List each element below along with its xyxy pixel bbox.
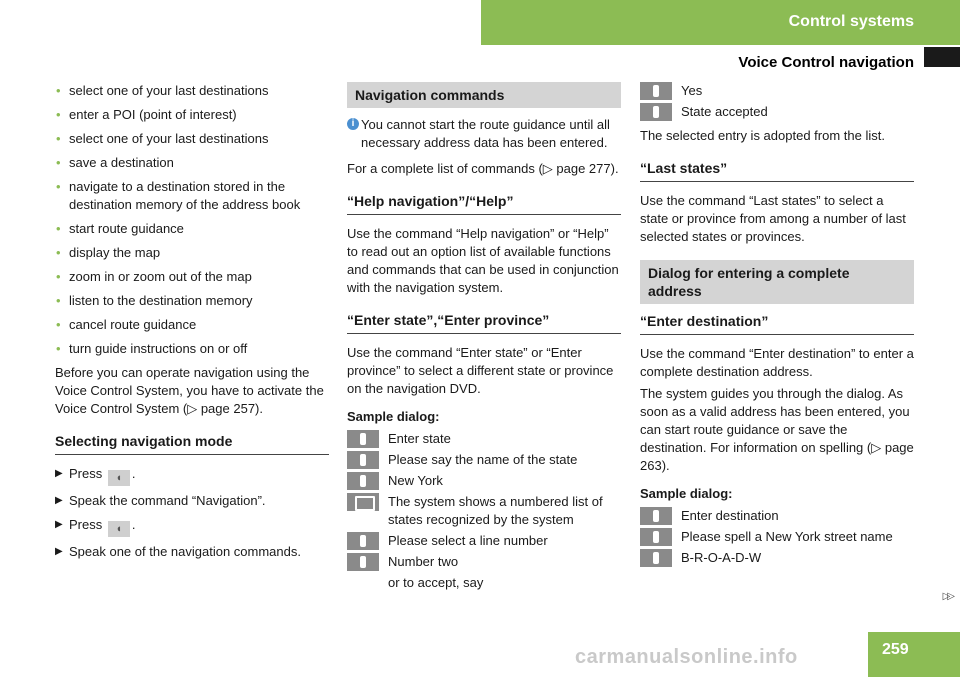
adopted-paragraph: The selected entry is adopted from the list. xyxy=(640,128,885,143)
bullet-icon: • xyxy=(56,341,61,356)
enter-state-paragraph: Use the command “Enter state” or “Enter province” to select a different state or province on the navigation DVD. xyxy=(347,345,614,396)
speaker-icon xyxy=(347,553,379,571)
step-arrow-icon: ▶ xyxy=(55,495,63,506)
bullet-icon: • xyxy=(56,245,61,260)
bullet-icon: • xyxy=(56,317,61,332)
help-paragraph: Use the command “Help navigation” or “Help” to read out an option list of available functions and commands that can be used in conjunction with the navigation system. xyxy=(347,226,619,295)
speaker-icon xyxy=(640,82,672,100)
dialog-line: Please spell a New York street name xyxy=(640,528,914,546)
page-number: 259 xyxy=(882,641,909,658)
column-right xyxy=(640,82,914,570)
bullet-icon: • xyxy=(56,83,61,98)
list-item: • select one of your last destinations xyxy=(56,83,269,98)
step-item: ▶ Press ◖ . xyxy=(55,466,136,484)
list-item: • cancel route guidance xyxy=(56,317,197,332)
speaker-icon xyxy=(347,430,379,448)
step-item: ▶ Press ◖ . xyxy=(55,517,136,535)
list-item: • start route guidance xyxy=(56,221,184,236)
watermark: carmanualsonline.info xyxy=(575,646,798,668)
dialog-line: Number two xyxy=(347,553,621,571)
system-reply-icon xyxy=(640,528,672,546)
dialog-line: Please select a line number xyxy=(347,532,621,550)
bullet-icon: • xyxy=(56,155,61,170)
system-reply-icon xyxy=(347,532,379,550)
dialog-line: Enter destination xyxy=(640,507,914,525)
dialog-line: Please say the name of the state xyxy=(347,451,621,469)
dialog-line: The system shows a numbered list of states recognized by the system xyxy=(347,493,621,529)
display-screen-icon xyxy=(347,493,379,511)
sample-dialog-label: Sample dialog: xyxy=(347,409,440,424)
bullet-icon: • xyxy=(56,179,61,194)
list-item: • navigate to a destination stored in the destination memory of the address book xyxy=(56,179,301,212)
dialog-line: State accepted xyxy=(640,103,914,121)
last-states-paragraph: Use the command “Last states” to select a state or province from among a number of last selected states or provinces. xyxy=(640,193,906,244)
section-title: Control systems xyxy=(788,13,914,30)
step-item: ▶ Speak one of the navigation commands. xyxy=(55,544,301,559)
bullet-icon: • xyxy=(56,221,61,236)
list-item: • enter a POI (point of interest) xyxy=(56,107,237,122)
enter-state-heading: “Enter state”,“Enter province” xyxy=(347,311,621,334)
bullet-icon: • xyxy=(56,269,61,284)
dialog-line: Yes xyxy=(640,82,914,100)
column-middle xyxy=(347,82,621,595)
section-header xyxy=(481,0,960,45)
guidance-paragraph: The system guides you through the dialog. As soon as a valid address has been entered, you can start route guidance or save the destination. For information on spelling (▷ page 263). xyxy=(640,386,914,473)
column-left xyxy=(55,82,329,567)
help-heading: “Help navigation”/“Help” xyxy=(347,192,621,215)
complete-address-box: Dialog for entering a complete address xyxy=(640,260,914,304)
intro-paragraph: Before you can operate navigation using the Voice Control System, you have to activate the Voice Control System (▷ page 257). xyxy=(55,365,324,416)
commands-list-paragraph: For a complete list of commands (▷ page 277). xyxy=(347,161,619,176)
system-reply-icon xyxy=(640,103,672,121)
navigation-commands-box: Navigation commands xyxy=(347,82,621,108)
selecting-mode-heading: Selecting navigation mode xyxy=(55,432,329,455)
continued-arrow-icon: ▷▷ xyxy=(942,591,952,602)
speaker-icon xyxy=(640,507,672,525)
list-item: • save a destination xyxy=(56,155,174,170)
list-item: • turn guide instructions on or off xyxy=(56,341,248,356)
system-reply-icon xyxy=(347,451,379,469)
bullet-icon: • xyxy=(56,131,61,146)
enter-destination-heading: “Enter destination” xyxy=(640,312,914,335)
corner-marker xyxy=(924,47,960,67)
list-item: • display the map xyxy=(56,245,161,260)
sample-dialog-label: Sample dialog: xyxy=(640,486,733,501)
bullet-icon: • xyxy=(56,107,61,122)
step-arrow-icon: ▶ xyxy=(55,519,63,530)
list-item: • select one of your last destinations xyxy=(56,131,269,146)
talk-button-icon: ◖ xyxy=(108,521,130,537)
bullet-icon: • xyxy=(56,293,61,308)
list-item: • listen to the destination memory xyxy=(56,293,253,308)
speaker-icon xyxy=(640,549,672,567)
dialog-line: Enter state xyxy=(347,430,621,448)
dialog-line: New York xyxy=(347,472,621,490)
dialog-line: B-R-O-A-D-W xyxy=(640,549,914,567)
talk-button-icon: ◖ xyxy=(108,470,130,486)
feature-list xyxy=(55,82,329,358)
step-item: ▶ Speak the command “Navigation”. xyxy=(55,493,266,508)
speaker-icon xyxy=(347,472,379,490)
info-icon: i xyxy=(347,118,359,130)
subsection-title: Voice Control navigation xyxy=(738,54,914,71)
step-arrow-icon: ▶ xyxy=(55,468,63,479)
last-states-heading: “Last states” xyxy=(640,159,914,182)
page-number-box xyxy=(868,632,960,677)
step-arrow-icon: ▶ xyxy=(55,546,63,557)
list-item: • zoom in or zoom out of the map xyxy=(56,269,252,284)
accept-note: or to accept, say xyxy=(388,575,484,590)
info-note: i You cannot start the route guidance until all necessary address data has been entered. xyxy=(347,116,621,152)
enter-destination-paragraph: Use the command “Enter destination” to enter a complete destination address. xyxy=(640,346,914,379)
